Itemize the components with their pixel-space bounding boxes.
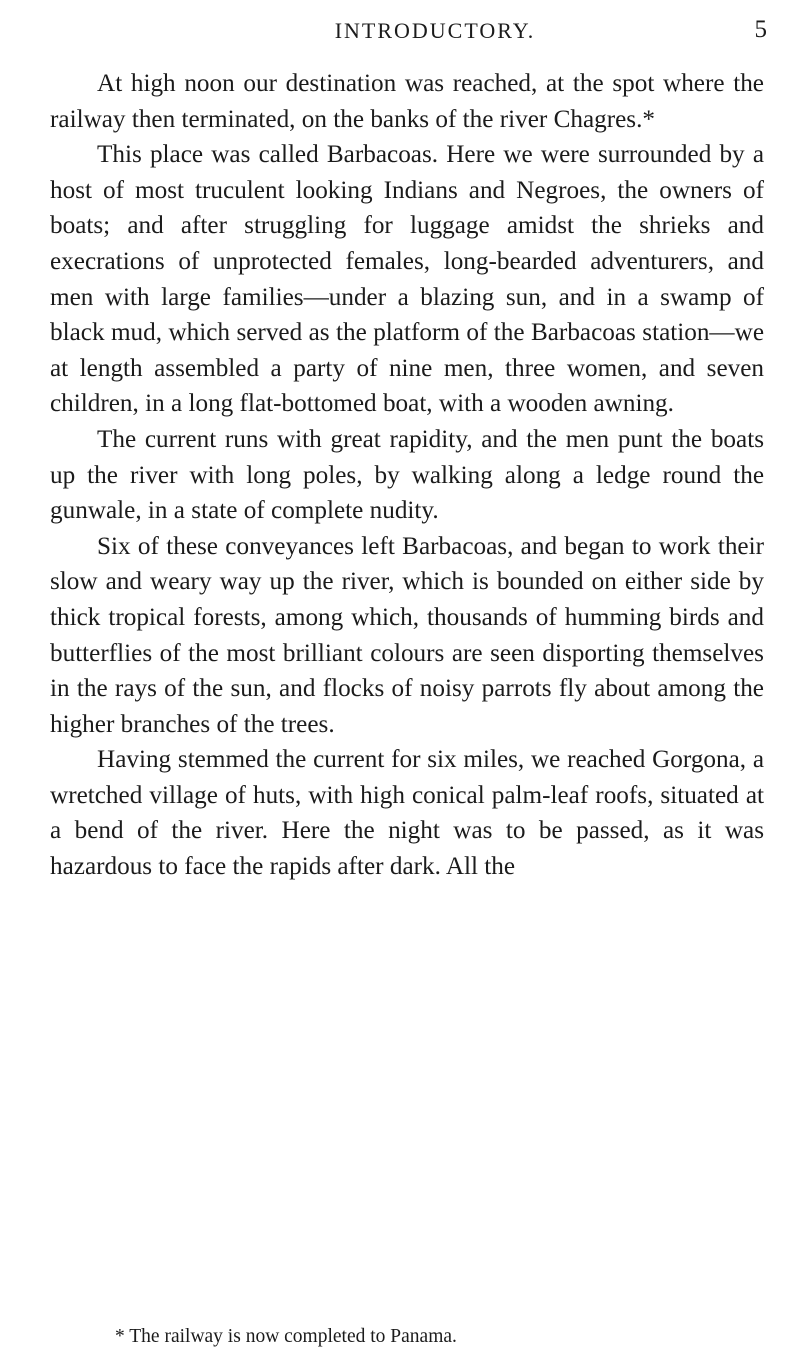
paragraph: The current runs with great rapidity, and the men punt the boats up the river with long poles, by walking along a ledge round the gunwale, in a state of complete nudity.: [50, 425, 764, 525]
page-number: 5: [754, 16, 767, 43]
body-text: [50, 66, 764, 885]
running-head: [95, 12, 775, 48]
paragraph: Six of these conveyances left Barbacoas, and began to work their slow and weary way up the river, which is bounded on either side by thick tropical forests, among which, thousands of humming birds and butterflies of the most brilliant colours are seen disporting themselves in the rays of the sun, and flocks of noisy parrots fly about among the higher branches of the trees.: [50, 532, 764, 738]
paragraph: At high noon our destination was reached, at the spot where the railway then terminated, on the banks of the river Chagres.*: [50, 70, 764, 133]
footnote: * The railway is now completed to Panama.: [115, 1326, 457, 1347]
paragraph: This place was called Barbacoas. Here we were surrounded by a host of most truculent looking Indians and Negroes, the owners of boats; and after struggling for luggage amidst the shrieks and execrations of unprotected females, long-bearded adventurers, and men with large families—under a blazing sun, and in a swamp of black mud, which served as the platform of the Barbacoas station—we at length assembled a party of nine men, three women, and seven children, in a long flat-bottomed boat, with a wooden awning.: [50, 141, 764, 418]
running-title: INTRODUCTORY.: [334, 18, 536, 43]
paragraph: Having stemmed the current for six miles, we reached Gorgona, a wretched village of huts, with high conical palm-leaf roofs, situated at a bend of the river. Here the night was to be passed, as it was hazardous to face the rapids after dark. All the: [50, 746, 764, 881]
